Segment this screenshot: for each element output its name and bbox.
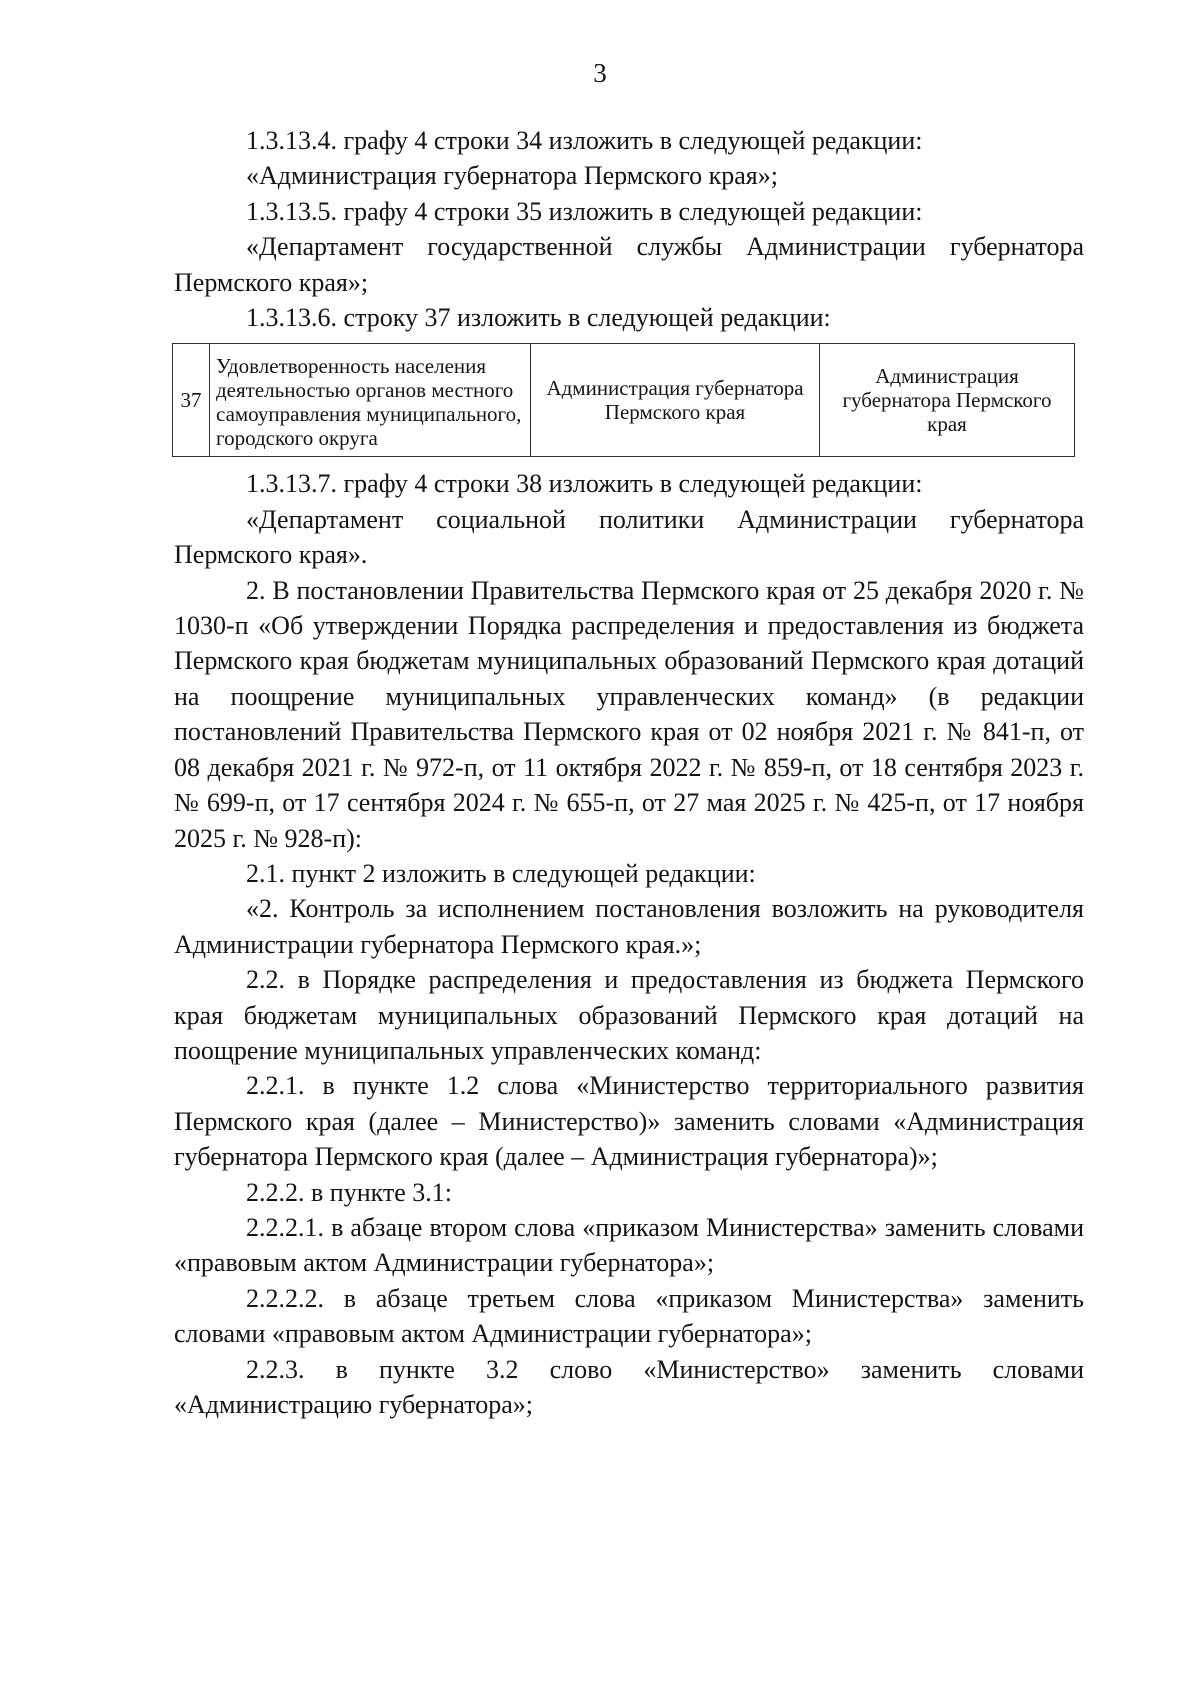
page-number: 3 (593, 58, 607, 88)
paragraph: «Администрация губернатора Пермского края»; (246, 161, 778, 191)
table-cell-row-number: 37 (173, 344, 210, 457)
paragraph: 2.1. пункт 2 изложить в следующей редакции: (246, 858, 756, 888)
paragraph: 2.2.1. в пункте 1.2 слова «Министерство территориального развития Пермского края (далее – Министерство)» заменить словами «Администрация губернатора Пермского края (далее – Администрация губернатора)»; (174, 1071, 1084, 1172)
paragraph: 2.2.2.2. в абзаце третьем слова «приказом Министерства» заменить словами «правовым актом Администрации губернатора»; (174, 1283, 1084, 1349)
paragraph: 2. В постановлении Правительства Пермского края от 25 декабря 2020 г. № 1030-п «Об утверждении Порядка распределения и предоставления из бюджета Пермского края бюджетам муниципальных образований Пермского края дотаций на поощрение муниципальных управленческих команд» (в редакции постановлений Правительства Пермского края от 02 ноября 2021 г. № 841-п, от 08 декабря 2021 г. № 972-п, от 11 октября 2022 г. № 859-п, от 18 сентября 2023 г. № 699-п, от 17 сентября 2024 г. № 655-п, от 27 мая 2025 г. № 425-п, от 17 ноября 2025 г. № 928-п): (174, 575, 1084, 853)
paragraph: 1.3.13.4. графу 4 строки 34 изложить в следующей редакции: (246, 126, 923, 155)
paragraph: 2.2.3. в пункте 3.2 слово «Министерство» заменить словами «Администрацию губернатора»; (174, 1354, 1084, 1419)
paragraph: 1.3.13.7. графу 4 строки 38 изложить в следующей редакции: (246, 469, 923, 499)
paragraph: «2. Контроль за исполнением постановления возложить на руководителя Администрации губернатора Пермского края.»; (174, 894, 1084, 959)
table-row (173, 344, 1075, 457)
paragraph: 1.3.13.6. строку 37 изложить в следующей редакции: (246, 303, 831, 333)
table-cell-responsible: Администрация губернатора Пермского края (820, 344, 1075, 457)
paragraph: 1.3.13.5. графу 4 строки 35 изложить в следующей редакции: (246, 196, 923, 226)
paragraph: 2.2.2. в пункте 3.1: (246, 1177, 453, 1207)
paragraph: «Департамент государственной службы Администрации губернатора Пермского края»; (174, 232, 1084, 297)
document-body (174, 123, 1084, 1422)
table-cell-responsible: Администрация губернатора Пермского края (531, 344, 820, 457)
paragraph: 2.2. в Порядке распределения и предоставления из бюджета Пермского края бюджетам муниципальных образований Пермского края дотаций на поощрение муниципальных управленческих команд: (174, 965, 1084, 1065)
paragraph: «Департамент социальной политики Администрации губернатора Пермского края». (174, 504, 1084, 570)
amendment-table (172, 343, 1075, 457)
paragraph: 2.2.2.1. в абзаце втором слова «приказом Министерства» заменить словами «правовым актом Администрации губернатора»; (174, 1212, 1084, 1278)
table-cell-indicator: Удовлетворенность населения деятельностью органов местного самоуправления муниципального, городского округа (210, 344, 531, 457)
